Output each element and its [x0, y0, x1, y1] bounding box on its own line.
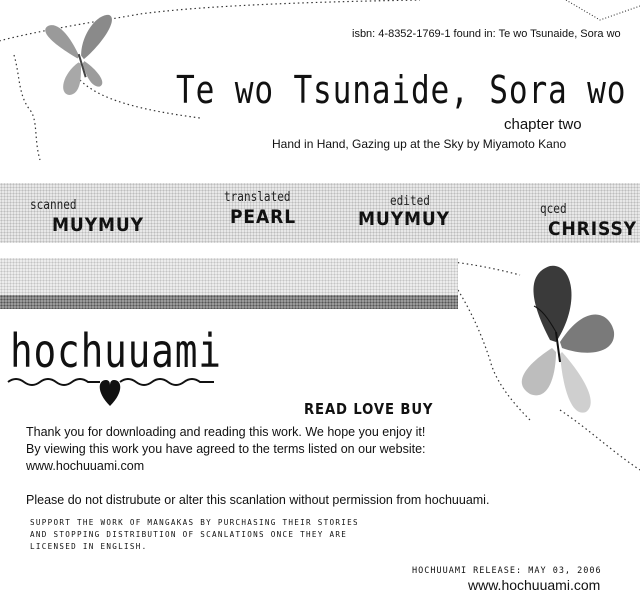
wavy-underline-left [8, 379, 100, 385]
wavy-underline-right [120, 379, 214, 385]
isbn-info: isbn: 4-8352-1769-1 found in: Te wo Tsunaide, Sora wo [352, 28, 621, 40]
butterfly-large-icon [522, 266, 614, 413]
credit-role-edited: edited [390, 194, 430, 209]
footer-website-link[interactable]: www.hochuuami.com [468, 577, 601, 593]
credit-name-qced: CHRISSY [548, 218, 637, 240]
subtitle: Hand in Hand, Gazing up at the Sky by Miyamoto Kano [272, 137, 567, 151]
butterfly-small-icon [44, 12, 125, 97]
support-line-2: AND STOPPING DISTRIBUTION OF SCANLATIONS ONCE THEY ARE [30, 530, 348, 539]
credit-role-translated: translated [224, 190, 291, 205]
chapter-label: chapter two [504, 116, 582, 133]
credit-name-scanned: MUYMUY [52, 214, 144, 236]
release-date: HOCHUUAMI RELEASE: MAY 03, 2006 [412, 566, 602, 576]
dotted-line-right-2 [458, 290, 530, 420]
credit-role-qced: qced [540, 202, 567, 217]
dotted-line-right-3 [560, 410, 640, 470]
distribution-notice: Please do not distrubute or alter this scanlation without permission from hochuuami. [26, 493, 490, 507]
motto: READ LOVE BUY [304, 400, 434, 418]
support-line-1: SUPPORT THE WORK OF MANGAKAS BY PURCHASING THEIR STORIES [30, 518, 359, 527]
credit-name-edited: MUYMUY [358, 208, 450, 230]
dotted-corner [566, 0, 640, 20]
website-link[interactable]: www.hochuuami.com [26, 459, 145, 473]
brand-logo-text: hochuuami [10, 324, 222, 378]
heart-icon [100, 380, 121, 406]
terms-line: By viewing this work you have agreed to the terms listed on our website: [26, 442, 426, 456]
support-line-3: LICENSED IN ENGLISH. [30, 542, 148, 551]
credit-name-translated: PEARL [230, 206, 297, 228]
halftone-band-dark [0, 295, 458, 309]
credit-role-scanned: scanned [30, 198, 77, 213]
thanks-line: Thank you for downloading and reading this work. We hope you enjoy it! [26, 425, 426, 439]
manga-title: Te wo Tsunaide, Sora wo [176, 68, 627, 112]
dotted-line-left [14, 55, 40, 160]
